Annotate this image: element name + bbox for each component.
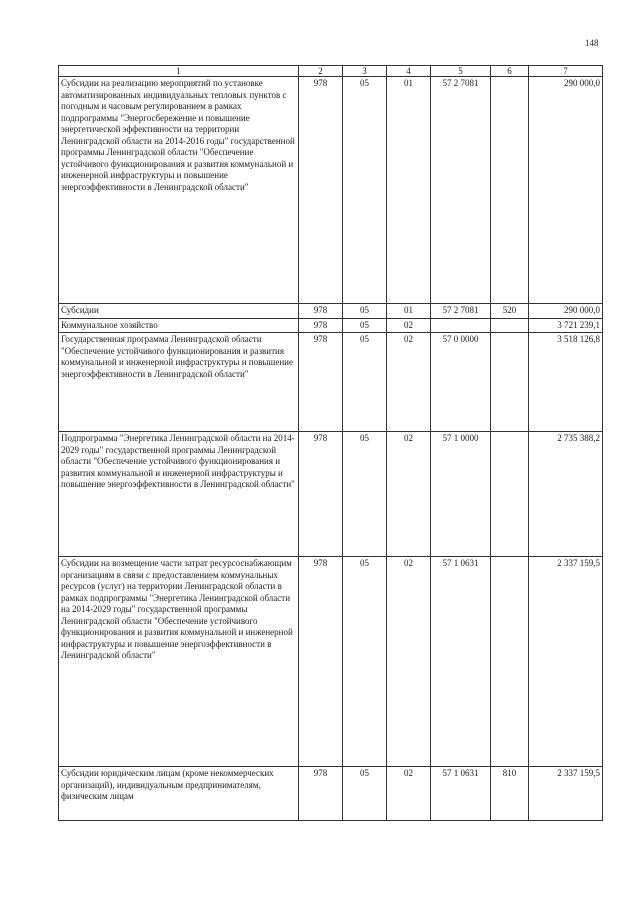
row-name: Субсидии bbox=[59, 304, 299, 319]
cell-section: 05 bbox=[343, 432, 387, 557]
cell-ministry: 978 bbox=[299, 333, 343, 432]
page-number: 148 bbox=[585, 38, 599, 48]
cell-target-code: 57 1 0000 bbox=[431, 432, 491, 557]
table-row bbox=[59, 767, 603, 821]
col-header-7: 7 bbox=[529, 66, 603, 77]
cell-ministry: 978 bbox=[299, 767, 343, 821]
col-header-4: 4 bbox=[387, 66, 431, 77]
cell-expense-type bbox=[491, 557, 529, 767]
table-row bbox=[59, 432, 603, 557]
table-row bbox=[59, 304, 603, 319]
cell-ministry: 978 bbox=[299, 77, 343, 304]
cell-target-code: 57 2 7081 bbox=[431, 77, 491, 304]
cell-expense-type: 810 bbox=[491, 767, 529, 821]
budget-table bbox=[58, 65, 603, 821]
cell-ministry: 978 bbox=[299, 318, 343, 333]
cell-section: 05 bbox=[343, 333, 387, 432]
cell-section: 05 bbox=[343, 318, 387, 333]
cell-subsection: 02 bbox=[387, 333, 431, 432]
cell-subsection: 02 bbox=[387, 557, 431, 767]
cell-ministry: 978 bbox=[299, 557, 343, 767]
cell-expense-type bbox=[491, 318, 529, 333]
cell-subsection: 02 bbox=[387, 432, 431, 557]
cell-target-code: 57 1 0631 bbox=[431, 767, 491, 821]
cell-target-code: 57 1 0631 bbox=[431, 557, 491, 767]
cell-target-code: 57 0 0000 bbox=[431, 333, 491, 432]
cell-expense-type bbox=[491, 77, 529, 304]
col-header-6: 6 bbox=[491, 66, 529, 77]
cell-amount: 290 000,0 bbox=[529, 304, 603, 319]
col-header-3: 3 bbox=[343, 66, 387, 77]
cell-amount: 2 337 159,5 bbox=[529, 767, 603, 821]
table-row bbox=[59, 557, 603, 767]
table-row bbox=[59, 318, 603, 333]
cell-target-code bbox=[431, 318, 491, 333]
cell-target-code: 57 2 7081 bbox=[431, 304, 491, 319]
cell-section: 05 bbox=[343, 77, 387, 304]
row-name: Государственная программа Ленинградской области "Обеспечение устойчивого функционирования и развития коммунальной и инженерной инфраструктуры и повышение энергоэффективности в Ленинградской области" bbox=[59, 333, 299, 432]
col-header-1: 1 bbox=[59, 66, 299, 77]
cell-expense-type: 520 bbox=[491, 304, 529, 319]
table-row bbox=[59, 77, 603, 304]
cell-ministry: 978 bbox=[299, 304, 343, 319]
cell-amount: 2 735 388,2 bbox=[529, 432, 603, 557]
cell-amount: 2 337 159,5 bbox=[529, 557, 603, 767]
cell-subsection: 01 bbox=[387, 77, 431, 304]
row-name: Коммунальное хозяйство bbox=[59, 318, 299, 333]
cell-expense-type bbox=[491, 432, 529, 557]
row-name: Субсидии юридическим лицам (кроме некоммерческих организаций), индивидуальным предпринимателям, физическим лицам bbox=[59, 767, 299, 821]
table-row bbox=[59, 333, 603, 432]
cell-amount: 290 000,0 bbox=[529, 77, 603, 304]
header-row bbox=[59, 66, 603, 77]
cell-subsection: 01 bbox=[387, 304, 431, 319]
row-name: Подпрограмма "Энергетика Ленинградской области на 2014-2029 годы" государственной программы Ленинградской области "Обеспечение устойчивого функционирования и развития коммунальной и инженерной инфраструктуры и повышение энергоэффективности в Ленинградской области" bbox=[59, 432, 299, 557]
cell-amount: 3 518 126,8 bbox=[529, 333, 603, 432]
cell-subsection: 02 bbox=[387, 318, 431, 333]
row-name: Субсидии на реализацию мероприятий по установке автоматизированных индивидуальных тепловых пунктов с погодным и часовым регулированием в рамках подпрограммы "Энергосбережение и повышение энергетической эффективности на территории Ленинградской области на 2014-2016 годы" государственной программы Ленинградской области "Обеспечение устойчивого функционирования и развития коммунальной и инженерной инфраструктуры и повышение энергоэффективности в Ленинградской области" bbox=[59, 77, 299, 304]
cell-section: 05 bbox=[343, 557, 387, 767]
cell-expense-type bbox=[491, 333, 529, 432]
col-header-5: 5 bbox=[431, 66, 491, 77]
cell-amount: 3 721 239,1 bbox=[529, 318, 603, 333]
col-header-2: 2 bbox=[299, 66, 343, 77]
row-name: Субсидии на возмещение части затрат ресурсоснабжающим организациям в связи с предоставлением коммунальных ресурсов (услуг) на территории Ленинградской области в рамках подпрограммы "Энергетика Ленинградской области на 2014-2029 годы" государственной программы Ленинградской области "Обеспечение устойчивого функционирования и развития коммунальной и инженерной инфраструктуры и повышение энергоэффективности в Ленинградской области" bbox=[59, 557, 299, 767]
cell-subsection: 02 bbox=[387, 767, 431, 821]
cell-section: 05 bbox=[343, 304, 387, 319]
cell-section: 05 bbox=[343, 767, 387, 821]
cell-ministry: 978 bbox=[299, 432, 343, 557]
